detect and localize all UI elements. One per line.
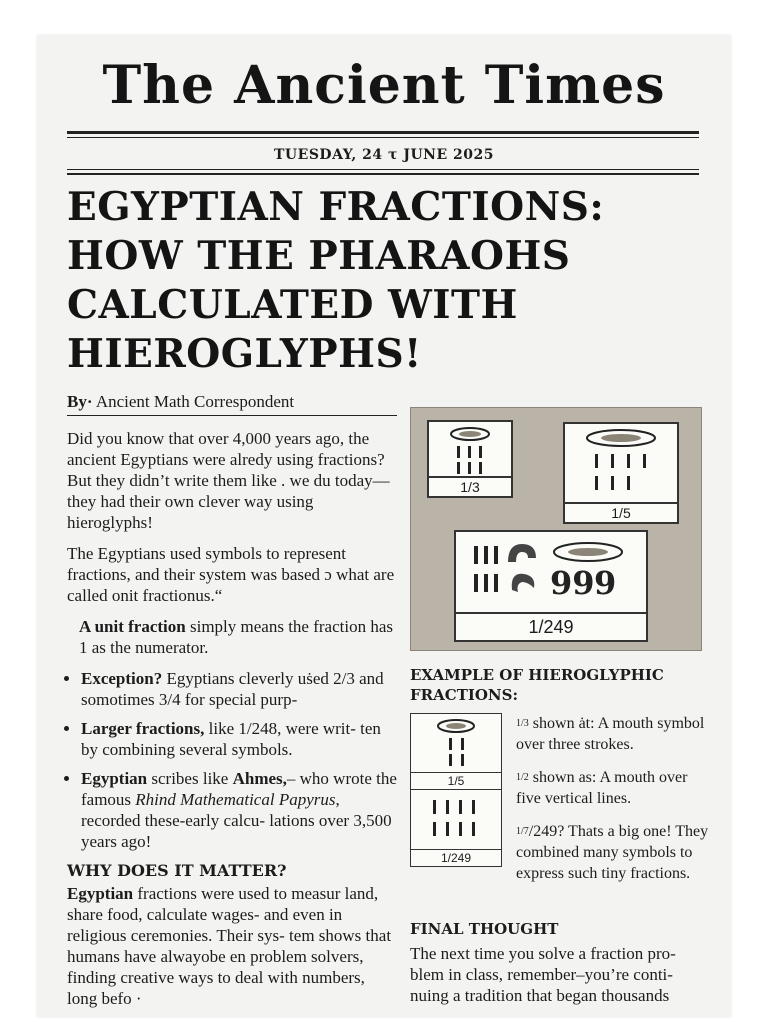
byline-prefix: By· xyxy=(67,392,93,411)
hieroglyph-card-one-249 xyxy=(454,530,648,642)
hieroglyph-figure xyxy=(410,407,702,651)
fact-list xyxy=(67,668,397,852)
list-item-text: Egyptians cleverly uṡed 2/3 and somotimes 3/4 for special purp- xyxy=(81,669,384,709)
example-hieroglyph-box xyxy=(410,713,502,867)
newspaper-page xyxy=(37,35,731,1017)
svg-text:99: 99 xyxy=(550,564,595,602)
list-item-text: scribes like xyxy=(147,769,233,788)
example-item xyxy=(516,767,711,809)
list-item-text: like 1/248, were writ- ten by combining several symbols. xyxy=(81,719,381,759)
top-rule xyxy=(67,131,699,134)
strokes-icon xyxy=(411,794,501,846)
list-item-bold: Ahmes, xyxy=(232,769,287,788)
card-label: 1/249 xyxy=(456,612,646,640)
paragraph-unit-fraction xyxy=(67,616,397,658)
card-label: 1/5 xyxy=(565,502,677,522)
article-column-right xyxy=(410,407,709,1016)
mouth-and-five-strokes-icon xyxy=(565,424,677,502)
date-rule xyxy=(67,173,699,175)
article-column-left xyxy=(67,391,397,1019)
byline-author: Ancient Math Correspondent xyxy=(95,392,295,411)
example-text: /249? Thats a big one! They combined many symbols to express such tiny fractions. xyxy=(516,823,709,882)
top-rule-thin xyxy=(67,137,699,138)
examples-heading: EXAMPLE OF HIEROGLYPHIC FRACTIONS: xyxy=(410,666,664,704)
section-heading-why: WHY DOES IT MATTER? xyxy=(67,861,287,880)
dateline: TUESDAY, 24 τ JUNE 2025 xyxy=(274,147,494,163)
byline xyxy=(67,391,397,416)
list-item xyxy=(81,768,397,852)
list-item-bold: Egyptian xyxy=(81,769,148,788)
final-thought-text: The next time you solve a fraction pro- blem in class, remember–you’re conti- nuing a tradition that began thousands xyxy=(410,944,676,1005)
example-label: 1/5 xyxy=(411,772,501,790)
why-lead-word: Egyptian xyxy=(67,884,134,903)
unit-fraction-definition: simply means the fraction has 1 as the numerator. xyxy=(79,617,393,657)
mouth-and-strokes-icon xyxy=(411,714,501,774)
example-fraction: 1/3 xyxy=(516,718,529,729)
why-text: fractions were used to measur land, share food, calculate wages- and even in religious ceremonies. Their sys- tem shows that humans have alwayobe en problem solvers, finding creative ways to deal with numbers, long befo · xyxy=(67,884,392,1008)
mouth-and-strokes-icon xyxy=(429,422,511,478)
paragraph-why xyxy=(67,883,397,1009)
list-item-bold: Larger fractions, xyxy=(81,719,205,738)
card-label: 1/3 xyxy=(429,476,511,496)
masthead: The Ancient Times xyxy=(102,55,666,116)
paragraph-symbols: The Egyptians used symbols to represent fractions, and their system was based ɔ what are called onit fractionus.“ xyxy=(67,544,395,605)
hieroglyph-card-one-fifth xyxy=(563,422,679,524)
list-item xyxy=(81,668,397,710)
example-text: shown ȧt: A mouth symbol over three strokes. xyxy=(516,715,705,753)
example-text: shown as: A mouth over five vertical lines. xyxy=(516,769,688,807)
combined-hieroglyphs-icon xyxy=(456,532,646,612)
example-label: 1/249 xyxy=(411,849,501,866)
example-item xyxy=(516,821,711,884)
list-item-bold: Exception? xyxy=(81,669,163,688)
examples-section xyxy=(410,713,709,913)
svg-text:9: 9 xyxy=(594,564,617,602)
headline: EGYPTIAN FRACTIONS: HOW THE PHARAOHS CALCULATED WITH HIEROGLYPHS! xyxy=(67,184,605,377)
final-thought-heading: FINAL THOUGHT xyxy=(410,920,559,938)
hieroglyph-card-one-third xyxy=(427,420,513,498)
example-fraction: 1/7 xyxy=(516,826,529,837)
list-item-text: , recorded these-early calcu- lations over 3,500 years ago! xyxy=(81,790,392,851)
list-item xyxy=(81,718,397,760)
example-item xyxy=(516,713,711,755)
date-rule-thin xyxy=(67,169,699,170)
unit-fraction-term: A unit fraction xyxy=(79,617,186,636)
example-fraction: 1/2 xyxy=(516,772,529,783)
book-title: Rhind Mathematical Papyrus xyxy=(135,790,336,809)
example-descriptions xyxy=(516,713,711,896)
list-item-text: – who wrote the famous xyxy=(81,769,397,809)
paragraph-intro: Did you know that over 4,000 years ago, the ancient Egyptians were alredy using fractions? But they didn’t write them like . we du today—they had their own clever way using hieroglyphs! xyxy=(67,429,390,532)
